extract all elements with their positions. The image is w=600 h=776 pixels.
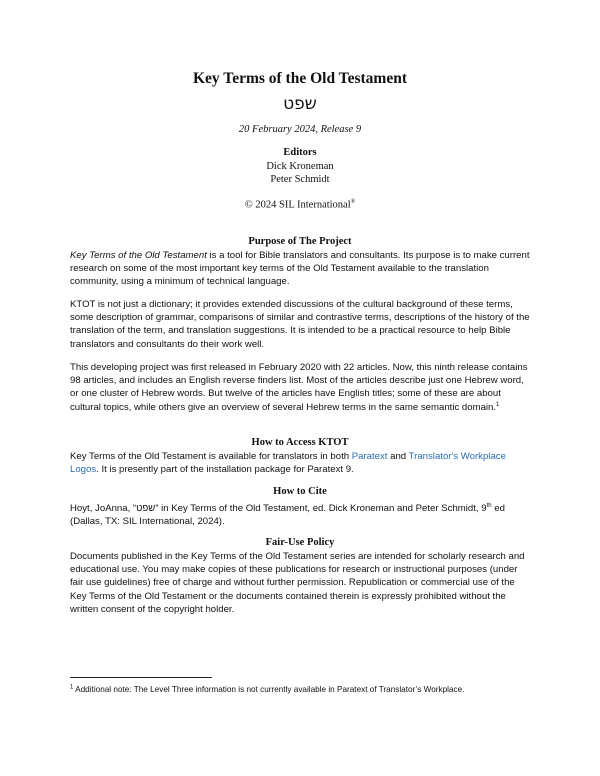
purpose-paragraph-1 xyxy=(70,249,532,289)
purpose-paragraph-3 xyxy=(70,361,532,414)
footnote xyxy=(70,684,532,696)
paratext-link[interactable]: Paratext xyxy=(351,451,388,462)
editor-name: Peter Schmidt xyxy=(270,174,330,185)
purpose-p1-text: is a tool for Bible translators and consultants. Its purpose is to make current research on some of the most important key terms of the Old Testament available to the translation community, using a minimum of technical language. xyxy=(70,250,530,288)
access-heading: How to Access KTOT xyxy=(251,437,349,448)
footnote-reference[interactable]: 1 xyxy=(496,401,500,408)
access-paragraph xyxy=(70,450,532,476)
work-title-italic: Key Terms of the Old Testament xyxy=(70,250,207,261)
footnote-text: Additional note: The Level Three information is not currently available in Paratext of Translator’s Workplace. xyxy=(73,685,465,694)
hebrew-term: שפט xyxy=(283,94,317,114)
purpose-heading: Purpose of The Project xyxy=(248,236,352,247)
citation-text: ed (Dallas, TX: SIL International, 2024). xyxy=(70,503,505,528)
citation-text: Hoyt, JoAnna, “שפט” in Key Terms of the Old Testament, ed. Dick Kroneman and Peter Schmidt, 9 xyxy=(70,503,487,515)
access-text: Key Terms of the Old Testament is available for translators in both xyxy=(70,451,352,462)
translators-workplace-link[interactable]: Translator's Workplace Logos xyxy=(70,451,506,476)
footnote-divider xyxy=(70,677,212,678)
editor-name: Dick Kroneman xyxy=(266,161,334,172)
release-date: 20 February 2024, Release 9 xyxy=(238,124,362,135)
footnote-number: 1 xyxy=(70,684,74,691)
registered-mark: ® xyxy=(350,199,356,205)
access-text: . It is presently part of the installation package for Paratext 9. xyxy=(96,464,354,476)
editors-heading: Editors xyxy=(283,147,317,158)
copyright-text: © 2024 SIL International xyxy=(244,199,351,211)
access-text: and xyxy=(387,451,409,462)
cite-heading: How to Cite xyxy=(273,486,327,497)
citation-paragraph xyxy=(70,500,532,529)
purpose-paragraph-2: KTOT is not just a dictionary; it provides extended discussions of the cultural background of these terms, some description of grammar, comparisons of similar and contrastive terms, descriptions of the history of the translation of the term, and translation suggestions. It is intended to be a practical resource to help Bible translators and consultants do their work well. xyxy=(70,299,530,350)
fair-use-paragraph: Documents published in the Key Terms of the Old Testament series are intended for scholarly research and educational use. You may make copies of these publications for research or instructional purposes (under fair use guidelines) free of charge and without further permission. Republication or commercial use of the Key Terms of the Old Testament or the documents contained therein is expressly prohibited without the written consent of the copyright holder. xyxy=(70,551,525,615)
copyright-notice xyxy=(0,199,600,211)
document-title: Key Terms of the Old Testament xyxy=(193,70,407,87)
fair-use-heading: Fair-Use Policy xyxy=(265,537,335,548)
purpose-p3-text: This developing project was first released in February 2020 with 22 articles. Now, this ninth release contains 98 articles, and includes an English reverse finders list. Most of the articles describe just one Hebrew word, or one cluster of Hebrew words. But twelve of the articles have English titles; some of these are about cultural topics, while others give an overview of several Hebrew terms in the same semantic domain. xyxy=(70,362,528,413)
edition-ordinal: th xyxy=(486,503,492,509)
